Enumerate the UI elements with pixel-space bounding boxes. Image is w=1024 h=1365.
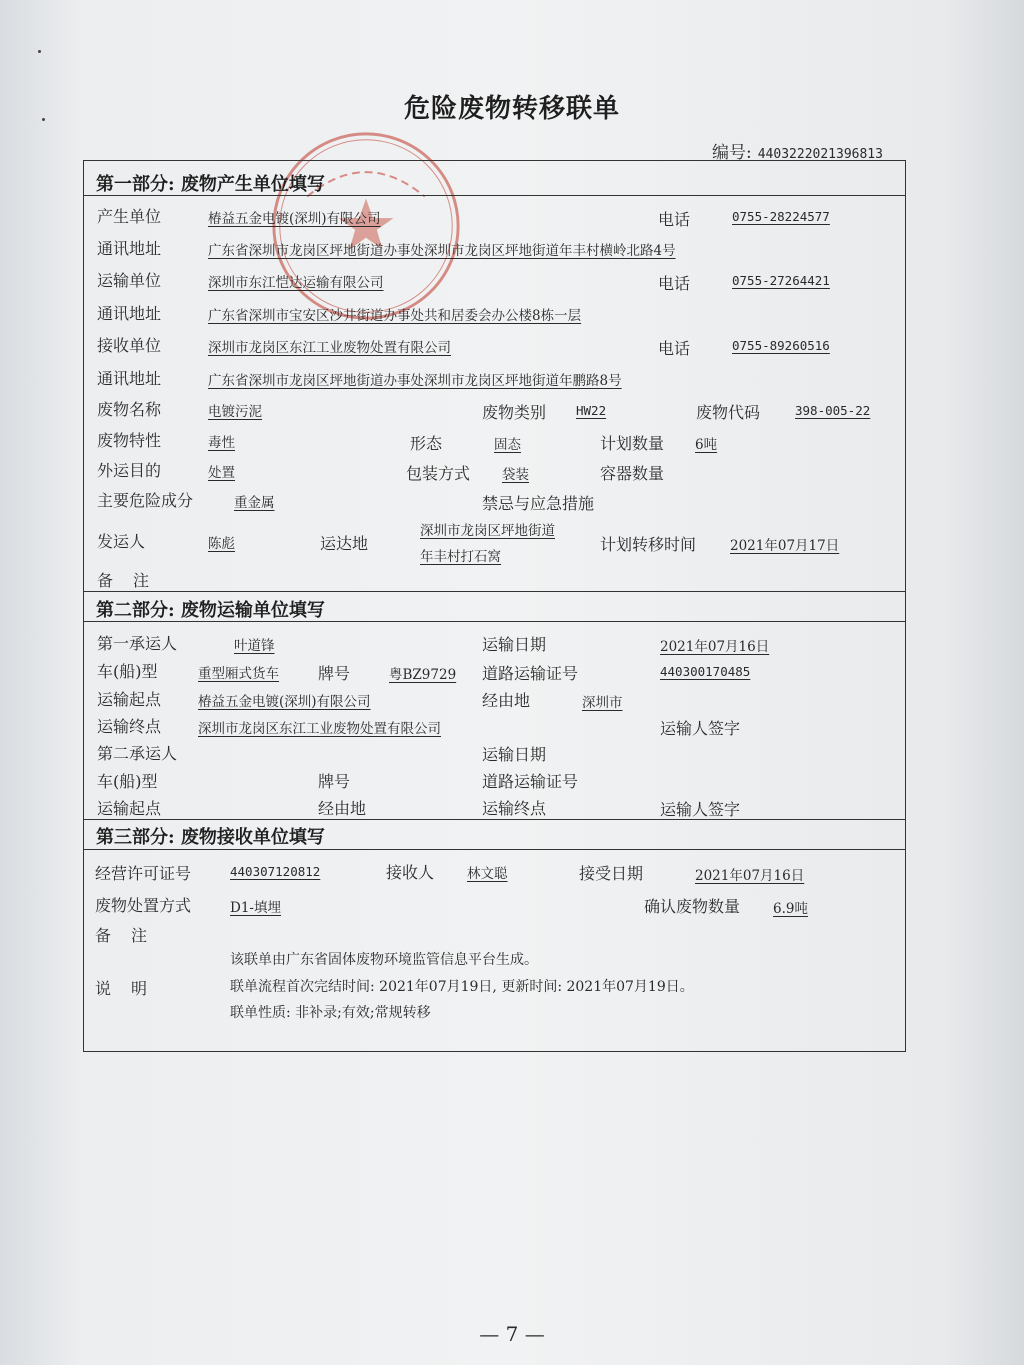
carrier2-signature-label: 运输人签字	[660, 800, 741, 819]
serial-label: 编号:	[712, 143, 752, 163]
hazard-value: 重金属	[234, 495, 275, 511]
origin-value: 椿益五金电镀(深圳)有限公司	[198, 694, 371, 710]
container-qty-label: 容器数量	[600, 464, 665, 483]
note-line-1: 该联单由广东省固体废物环境监管信息平台生成。	[230, 952, 538, 968]
receive-date-label: 接受日期	[579, 864, 644, 883]
serial-value: 4403222021396813	[757, 147, 883, 162]
part2-heading: 第二部分: 废物运输单位填写	[96, 600, 325, 621]
part3-heading: 第三部分: 废物接收单位填写	[96, 827, 325, 848]
road-permit-value: 440300170485	[660, 664, 751, 679]
waste-code-value: 398-005-22	[795, 403, 871, 418]
part3-remarks-label: 备 注	[95, 926, 150, 945]
origin-label: 运输起点	[97, 690, 162, 709]
disposal-label: 废物处置方式	[95, 896, 192, 915]
waste-category-label: 废物类别	[482, 403, 547, 422]
recipient-label: 接收人	[386, 863, 435, 882]
carrier2-vehicle-type-label: 车(船)型	[97, 772, 158, 791]
packaging-value: 袋装	[502, 467, 529, 483]
confirmed-qty-label: 确认废物数量	[644, 897, 741, 916]
receiver-address-label: 通讯地址	[97, 369, 162, 388]
packaging-label: 包装方式	[406, 464, 471, 483]
vehicle-type-label: 车(船)型	[97, 662, 158, 681]
receiver-address-value: 广东省深圳市龙岗区坪地街道办事处深圳市龙岗区坪地街道年鹏路8号	[208, 373, 622, 389]
transporter-phone-value: 0755-27264421	[732, 273, 830, 288]
transporter-address-value: 广东省深圳市宝安区沙井街道办事处共和居委会办公楼8栋一层	[208, 308, 582, 324]
carrier2-road-permit-label: 道路运输证号	[482, 772, 579, 791]
carrier2-plate-label: 牌号	[318, 772, 351, 791]
receiver-value: 深圳市龙岗区东江工业废物处置有限公司	[208, 340, 451, 356]
shipper-label: 发运人	[97, 532, 146, 551]
note-line-2: 联单流程首次完结时间: 2021年07月19日, 更新时间: 2021年07月19日。	[230, 979, 694, 995]
producer-address-label: 通讯地址	[97, 239, 162, 258]
producer-label: 产生单位	[97, 207, 162, 226]
divider	[84, 195, 905, 196]
vehicle-type-value: 重型厢式货车	[198, 666, 279, 682]
transporter-value: 深圳市东江恺达运输有限公司	[208, 275, 384, 291]
transporter-address-label: 通讯地址	[97, 304, 162, 323]
part1-remarks-label: 备 注	[97, 571, 152, 590]
producer-phone-label: 电话	[658, 210, 691, 229]
plate-value: 粤BZ9729	[389, 667, 457, 683]
destination-line2: 年丰村打石窝	[420, 549, 501, 565]
terminal-label: 运输终点	[97, 717, 162, 736]
terminal-value: 深圳市龙岗区东江工业废物处置有限公司	[198, 721, 441, 737]
document-title: 危险废物转移联单	[403, 94, 620, 124]
destination-label: 运达地	[320, 534, 369, 553]
form-label: 形态	[410, 434, 443, 453]
carrier1-label: 第一承运人	[97, 634, 178, 653]
carrier1-value: 叶道锋	[234, 638, 275, 654]
purpose-value: 处置	[208, 465, 235, 481]
receiver-label: 接收单位	[97, 336, 162, 355]
waste-category-value: HW22	[576, 403, 607, 418]
via-label: 经由地	[482, 691, 531, 710]
producer-phone-value: 0755-28224577	[732, 209, 830, 224]
notes-label: 说 明	[95, 979, 150, 998]
receiver-phone-value: 0755-89260516	[732, 338, 830, 353]
license-value: 440307120812	[230, 864, 321, 879]
road-permit-label: 道路运输证号	[482, 664, 579, 683]
property-label: 废物特性	[97, 431, 162, 450]
page-number: — 7 —	[479, 1322, 545, 1346]
destination-line1: 深圳市龙岗区坪地街道	[420, 523, 555, 539]
transporter-label: 运输单位	[97, 271, 162, 290]
carrier2-origin-label: 运输起点	[97, 799, 162, 818]
plate-label: 牌号	[318, 664, 351, 683]
license-label: 经营许可证号	[95, 864, 192, 883]
shipper-value: 陈彪	[208, 536, 235, 552]
carrier2-label: 第二承运人	[97, 744, 178, 763]
hazard-label: 主要危险成分	[97, 491, 194, 510]
transporter-phone-label: 电话	[658, 274, 691, 293]
planned-time-label: 计划转移时间	[600, 535, 697, 554]
divider	[84, 849, 905, 850]
taboo-label: 禁忌与应急措施	[482, 494, 595, 513]
carrier2-terminal-label: 运输终点	[482, 799, 547, 818]
note-line-3: 联单性质: 非补录;有效;常规转移	[230, 1005, 431, 1021]
divider	[84, 621, 905, 622]
planned-qty-value: 6吨	[695, 437, 718, 453]
planned-qty-label: 计划数量	[600, 434, 665, 453]
property-value: 毒性	[208, 435, 235, 451]
part1-heading: 第一部分: 废物产生单位填写	[96, 174, 325, 195]
receiver-phone-label: 电话	[658, 339, 691, 358]
planned-time-value: 2021年07月17日	[730, 538, 840, 554]
waste-name-value: 电镀污泥	[208, 404, 262, 420]
receive-date-value: 2021年07月16日	[695, 868, 805, 884]
disposal-value: D1-填埋	[230, 900, 281, 916]
purpose-label: 外运目的	[97, 461, 162, 480]
waste-name-label: 废物名称	[97, 400, 162, 419]
form-table	[83, 160, 906, 1052]
producer-value: 椿益五金电镀(深圳)有限公司	[208, 211, 381, 227]
carrier2-transport-date-label: 运输日期	[482, 745, 547, 764]
confirmed-qty-value: 6.9吨	[773, 901, 808, 917]
transport-date-label: 运输日期	[482, 635, 547, 654]
via-value: 深圳市	[582, 695, 623, 711]
scan-speck	[38, 50, 41, 53]
recipient-value: 林文聪	[467, 866, 508, 882]
waste-code-label: 废物代码	[696, 403, 761, 422]
divider	[84, 591, 905, 592]
producer-address-value: 广东省深圳市龙岗区坪地街道办事处深圳市龙岗区坪地街道年丰村横岭北路4号	[208, 243, 676, 259]
form-value: 固态	[494, 437, 521, 453]
transport-date-value: 2021年07月16日	[660, 639, 770, 655]
signature-label: 运输人签字	[660, 719, 741, 738]
carrier2-via-label: 经由地	[318, 799, 367, 818]
divider	[84, 819, 905, 820]
